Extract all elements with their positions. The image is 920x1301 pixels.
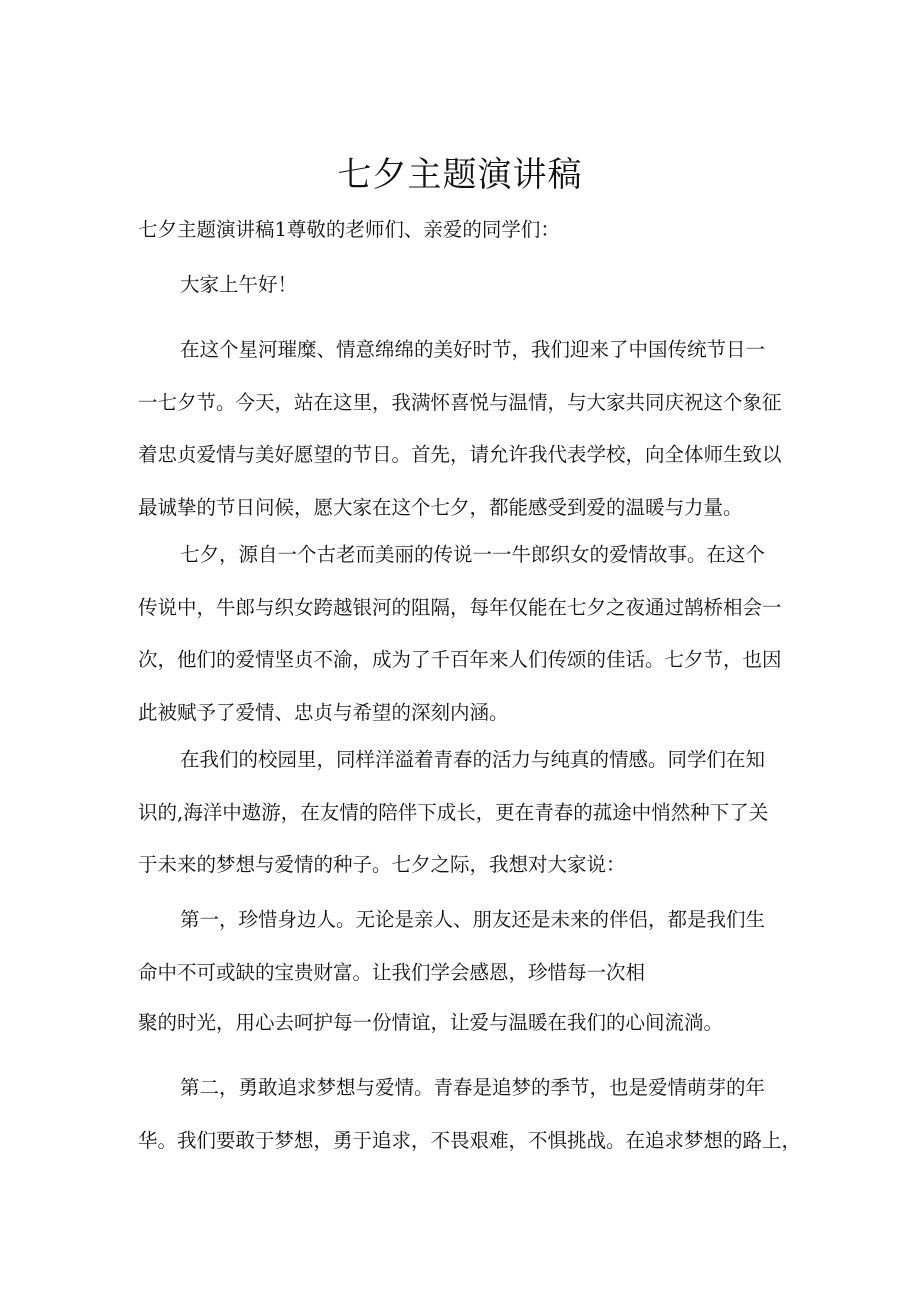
paragraph-line: 第一，珍惜身边人。无论是亲人、朋友还是未来的伴侣，都是我们生 [180,908,766,931]
paragraph-line: 在我们的校园里，同样洋溢着青春的活力与纯真的情感。同学们在知 [180,748,766,771]
paragraph-line: 七夕，源自一个古老而美丽的传说一一牛郎织女的爱情故事。在这个 [180,543,766,566]
intro-paragraph [138,204,798,257]
greeting-paragraph [138,259,798,312]
paragraph-line: 识的,海洋中遨游，在友情的陪伴下成长，更在青春的菰途中悄然种下了关 [138,800,769,824]
paragraph-line: 于未来的梦想与爱情的种子。七夕之际，我想对大家说： [138,853,626,876]
paragraph-line: 命中不可或缺的宝贵财富。让我们学会感恩，珍惜每一次相 [138,960,646,984]
paragraph-line: 华。我们要敢于梦想，勇于追求，不畏艰难，不惧挑战。在追求梦想的路上， [138,1128,802,1152]
body-paragraph-4 [138,894,798,999]
body-paragraph-1 [138,324,798,534]
body-paragraph-5 [138,1062,802,1167]
paragraph-line: 在这个星河璀糜、情意绵绵的美好时节，我们迎来了中国传统节日一 [180,338,766,361]
paragraph-line: 最诚挚的节日问候，愿大家在这个七夕，都能感受到爱的温暖与力量。 [138,495,743,519]
body-paragraph-3 [138,734,798,892]
paragraph-line: 此被赋予了爱情、忠贞与希望的深刻内涵。 [138,700,509,724]
paragraph-line: 大家上午好！ [180,273,298,296]
body-paragraph-2 [138,529,798,739]
paragraph-line: 一七夕节。今天，站在这里，我满怀喜悦与温情，与大家共同庆祝这个象征 [138,390,782,414]
body-paragraph-4-continued [138,997,798,1050]
paragraph-line: 传说中，牛郎与织女跨越银河的阻隔，每年仅能在七夕之夜通过鹄桥相会一 [138,595,782,619]
paragraph-line: 着忠贞爱情与美好愿望的节日。首先，请允许我代表学校，向全体师生致以 [138,443,782,466]
paragraph-line: 次，他们的爱情坚贞不渝，成为了千百年来人们传颂的佳话。七夕节，也因 [138,648,782,671]
document-title: 七夕主题演讲稿 [337,155,583,195]
paragraph-line: 七夕主题演讲稿1尊敬的老师们、亲爱的同学们： [138,218,560,241]
paragraph-line: 第二，勇敢追求梦想与爱情。青春是追梦的季节，也是爱情萌芽的年 [180,1076,766,1099]
paragraph-line: 聚的时光，用心去呵护每一份情谊，让爱与温暖在我们的心间流淌。 [138,1011,724,1034]
